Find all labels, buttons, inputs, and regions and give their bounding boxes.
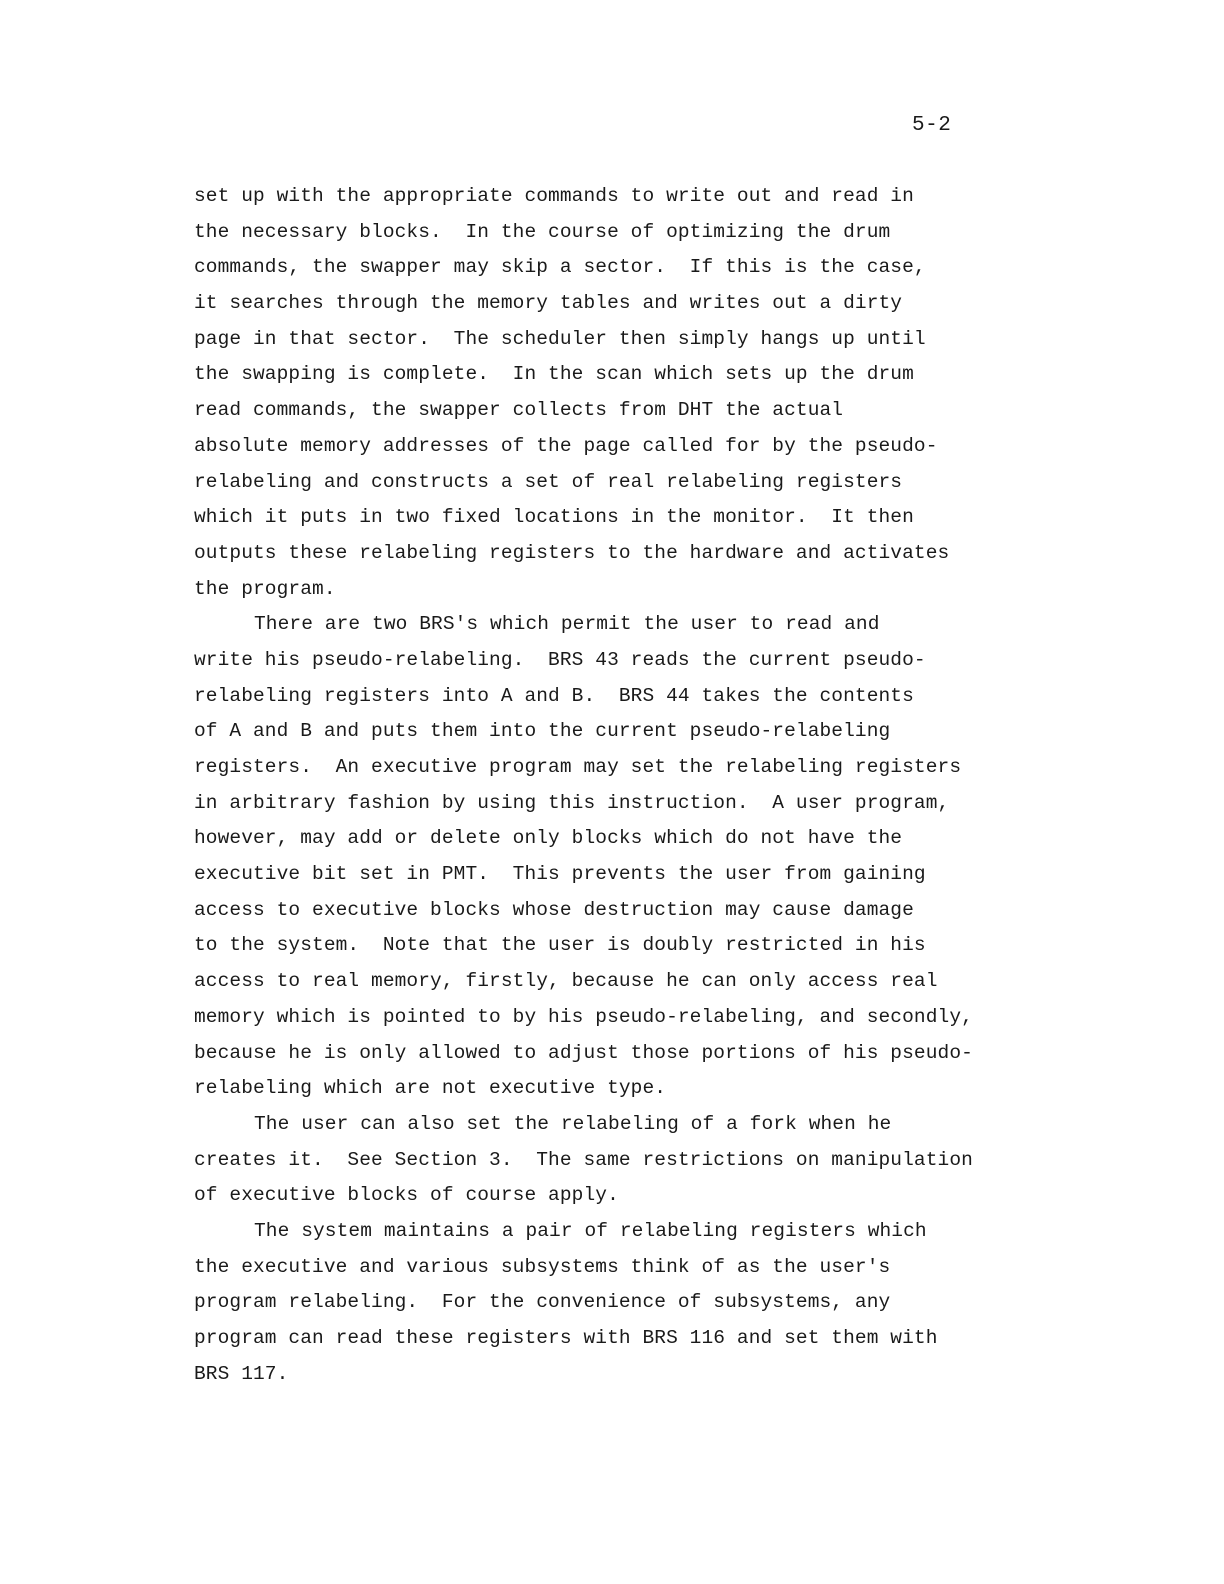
text-line: access to executive blocks whose destruction may cause damage [194,898,914,921]
text-line: because he is only allowed to adjust those portions of his pseudo- [194,1041,973,1064]
text-line: write his pseudo-relabeling. BRS 43 reads the current pseudo- [194,648,926,671]
text-line: the swapping is complete. In the scan which sets up the drum [194,363,914,386]
text-line: memory which is pointed to by his pseudo-relabeling, and secondly, [194,1005,973,1028]
text-line: outputs these relabeling registers to the hardware and activates [194,541,950,564]
text-line: registers. An executive program may set the relabeling registers [194,756,962,778]
text-line: creates it. See Section 3. The same restrictions on manipulation [194,1148,973,1171]
body-text [194,179,1014,1392]
text-line: access to real memory, firstly, because he can only access real [194,970,938,993]
text-line: however, may add or delete only blocks which do not have the [194,827,903,850]
text-line: commands, the swapper may skip a sector. If this is the case, [194,256,926,279]
text-line: the program. [194,577,336,600]
text-line: it searches through the memory tables and writes out a dirty [194,292,903,315]
text-line: program relabeling. For the convenience of subsystems, any [194,1291,891,1314]
text-line: in arbitrary fashion by using this instruction. A user program, [194,791,950,814]
text-line: page in that sector. The scheduler then simply hangs up until [194,327,926,350]
text-line: to the system. Note that the user is doubly restricted in his [194,934,926,957]
text-line: relabeling and constructs a set of real relabeling registers [194,470,903,493]
text-line: The system maintains a pair of relabeling registers which [254,1219,927,1242]
text-line: the executive and various subsystems think of as the user's [194,1255,891,1278]
paragraph-2 [194,607,1014,1107]
text-line: There are two BRS's which permit the user to read and [254,613,880,636]
text-line: BRS 117. [194,1362,289,1385]
text-line: of A and B and puts them into the current pseudo-relabeling [194,720,891,743]
text-line: absolute memory addresses of the page called for by the pseudo- [194,434,938,457]
paragraph-4 [194,1214,1014,1392]
paragraph-1 [194,179,1014,607]
text-line: relabeling registers into A and B. BRS 44 takes the contents [194,684,914,707]
text-line: set up with the appropriate commands to write out and read in [194,185,914,207]
text-line: program can read these registers with BRS 116 and set them with [194,1327,938,1349]
text-line: of executive blocks of course apply. [194,1184,619,1207]
text-line: which it puts in two fixed locations in the monitor. It then [194,506,914,529]
text-line: relabeling which are not executive type. [194,1077,667,1100]
page-number: 5-2 [912,114,952,137]
text-line: executive bit set in PMT. This prevents the user from gaining [194,863,926,886]
text-line: The user can also set the relabeling of a fork when he [254,1112,892,1135]
text-line: the necessary blocks. In the course of optimizing the drum [194,220,891,243]
text-line: read commands, the swapper collects from DHT the actual [194,399,844,422]
paragraph-3 [194,1107,1014,1214]
